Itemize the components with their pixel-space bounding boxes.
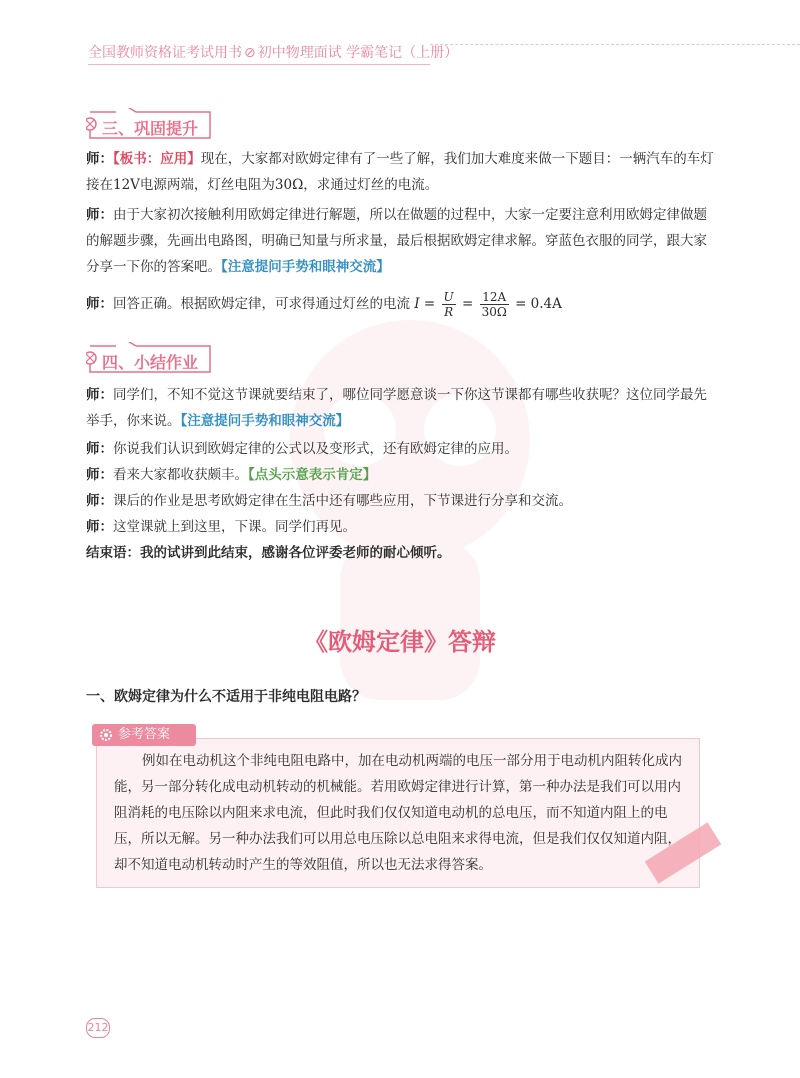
- answer-text: 例如在电动机这个非纯电阻电路中，加在电动机两端的电压一部分用于电动机内阻转化成内能，另一部分转化成电动机转动的机械能。若用欧姆定律进行计算，第一种办法是我们可以用内阻消耗的电压除以内阻来求电流，但此时我们仅仅知道电动机的总电压，而不知道内阻上的电压，所以无解。另一种办法我们可以用总电压除以总电阻来求得电流，但是我们仅仅知道内阻，却不知道电动机转动时产生的等效阻值，所以也无法求得答案。: [114, 753, 682, 873]
- section-3-title: 三、巩固提升: [102, 119, 199, 138]
- paragraph-text: 现在，大家都对欧姆定律有了一些了解，我们加大难度来做一下题目：一辆汽车的车灯接在12V电源两端，灯丝电阻为30Ω，求通过灯丝的电流。: [86, 151, 714, 193]
- formula-fraction-u-over-r: $\frac{U}{R}$: [443, 290, 454, 319]
- section-4-paragraph-2: [86, 436, 718, 462]
- header-dashed-rule: [430, 44, 800, 45]
- gear-icon: [98, 727, 114, 743]
- paragraph-text: 回答正确。根据欧姆定律，可求得通过灯丝的电流: [113, 296, 410, 312]
- paragraph-text: 同学们，不知不觉这节课就要结束了，哪位同学愿意谈一下你这节课都有哪些收获呢？这位同学最先举手，你来说。: [86, 387, 707, 429]
- answer-label: 参考答案: [118, 727, 171, 742]
- header-series: 全国教师资格证考试用书: [88, 45, 242, 61]
- paragraph-text: 你说我们认识到欧姆定律的公式以及变形式，还有欧姆定律的应用。: [113, 441, 518, 457]
- defense-title: 《欧姆定律》答辩: [304, 627, 496, 656]
- section-3-paragraph-3: [86, 290, 718, 319]
- speaker-label: 师：: [86, 519, 113, 535]
- speaker-label: 师：: [86, 493, 113, 509]
- defense-question-1: 一、欧姆定律为什么不适用于非纯电阻电路？: [86, 689, 366, 705]
- paragraph-text: 课后的作业是思考欧姆定律在生活中还有哪些应用，下节课进行分享和交流。: [113, 493, 572, 509]
- gesture-note-tag: 【注意提问手势和眼神交流】: [180, 413, 350, 429]
- section-4-paragraph-1: [86, 382, 718, 434]
- ohm-formula: [414, 290, 562, 319]
- running-header: [88, 42, 458, 62]
- header-separator: ⊘: [244, 45, 256, 61]
- gesture-note-tag: 【注意提问手势和眼神交流】: [221, 259, 390, 275]
- page-number: 212: [86, 1018, 110, 1038]
- speaker-label: 师：: [86, 151, 113, 167]
- speaker-label: 师：: [86, 207, 113, 223]
- speaker-label: 师：: [86, 467, 113, 483]
- formula-lhs: I =: [414, 296, 436, 312]
- header-rule: [88, 64, 430, 65]
- paragraph-text: 这堂课就上到这里，下课。同学们再见。: [113, 519, 356, 535]
- section-4-paragraph-3: [86, 462, 718, 488]
- section-4-paragraph-4: [86, 488, 718, 514]
- speaker-label: 师：: [86, 387, 113, 403]
- header-book-title: 初中物理面试 学霸笔记（上册）: [257, 45, 459, 61]
- board-note-tag: 【板书：应用】: [113, 151, 201, 167]
- formula-equals: =: [461, 296, 474, 312]
- speaker-label: 师：: [86, 296, 113, 312]
- formula-fraction-values: $\frac{12A}{30\Omega}$: [481, 290, 507, 319]
- section-3-paragraph-1: [86, 146, 718, 198]
- closing-remark: 结束语：我的试讲到此结束，感谢各位评委老师的耐心倾听。: [86, 545, 451, 561]
- section-4-title: 四、小结作业: [102, 353, 199, 372]
- paragraph-text: 看来大家都收获颇丰。: [113, 467, 248, 483]
- section-4-paragraph-5: [86, 514, 718, 540]
- paragraph-text: 由于大家初次接触利用欧姆定律进行解题，所以在做题的过程中，大家一定要注意利用欧姆定律做题的解题步骤，先画出电路图，明确已知量与所求量，最后根据欧姆定律求解。穿蓝色衣服的同学，跟大家分享一下你的答案吧。: [86, 207, 707, 275]
- section-3-paragraph-2: [86, 202, 718, 280]
- speaker-label: 师：: [86, 441, 113, 457]
- formula-result: = 0.4A: [515, 296, 562, 312]
- nod-note-tag: 【点头示意表示肯定】: [248, 467, 377, 483]
- answer-label-badge: [92, 724, 196, 746]
